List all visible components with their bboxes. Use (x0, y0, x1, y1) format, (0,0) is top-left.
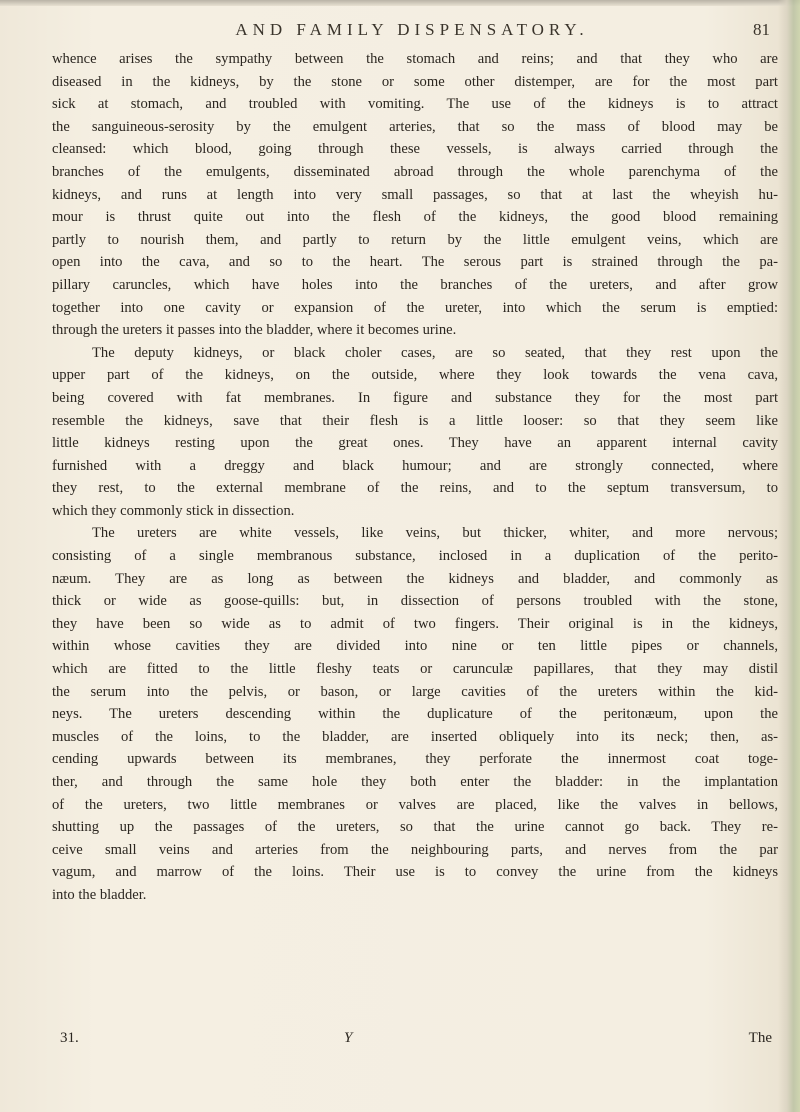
text-line: shutting up the passages of the ureters, so that the urine cannot go back. They re- (52, 819, 778, 836)
page-footer (52, 1030, 778, 1054)
top-edge-shadow (0, 0, 800, 6)
text-line: næum. They are as long as between the kidneys and bladder, and commonly as (52, 570, 778, 587)
page-fore-edge (778, 0, 800, 1112)
text-line: The ureters are white vessels, like veins, but thicker, whiter, and more nervous; (92, 525, 778, 542)
text-line: thick or wide as goose-quills: but, in dissection of persons troubled with the stone, (52, 593, 778, 610)
page-number: 81 (753, 20, 770, 39)
text-line: neys. The ureters descending within the duplicature of the peritonæum, upon the (52, 706, 778, 723)
text-line: the serum into the pelvis, or bason, or large cavities of the ureters within the kid- (52, 683, 778, 700)
text-line: ther, and through the same hole they both enter the bladder: in the implantation (52, 774, 778, 790)
text-line: through the ureters it passes into the bladder, where it becomes urine. (52, 322, 457, 339)
text-line: partly to nourish them, and partly to return by the little emulgent veins, which are (52, 231, 778, 248)
text-line: The deputy kidneys, or black choler cases, are so seated, that they rest upon the (92, 344, 778, 361)
folio-number: 31. (60, 1030, 79, 1046)
text-line: kidneys, and runs at length into very small passages, so that at last the wheyish hu- (52, 186, 778, 203)
text-line: being covered with fat membranes. In figure and substance they for the most part (52, 389, 778, 406)
text-line: pillary caruncles, which have holes into the branches of the ureters, and after grow (52, 276, 778, 293)
body-text (52, 48, 778, 907)
text-line: open into the cava, and so to the heart. The serous part is strained through the pa- (52, 254, 778, 271)
text-line: branches of the emulgents, disseminated abroad through the whole parenchyma of the (52, 163, 778, 180)
text-line: within whose cavities they are divided into nine or ten little pipes or channels, (52, 638, 778, 655)
text-line: mour is thrust quite out into the flesh of the kidneys, the good blood remaining (52, 209, 778, 226)
text-line: which are fitted to the little fleshy teats or carunculæ papillares, that they may distil (52, 661, 778, 678)
text-line: of the ureters, two little membranes or valves are placed, like the valves in bellows, (52, 796, 778, 813)
page-header (52, 20, 778, 46)
text-line: consisting of a single membranous substance, inclosed in a duplication of the perito- (52, 548, 778, 565)
text-line: into the bladder. (52, 886, 147, 903)
text-line: furnished with a dreggy and black humour; and are strongly connected, where (52, 457, 778, 474)
text-line: they rest, to the external membrane of the reins, and to the septum transversum, to (52, 480, 778, 497)
text-line: whence arises the sympathy between the stomach and reins; and that they who are (52, 51, 778, 67)
text-line: upper part of the kidneys, on the outside, where they look towards the vena cava, (52, 367, 778, 384)
text-line: cending upwards between its membranes, they perforate the innermost coat toge- (52, 751, 778, 768)
text-line: resemble the kidneys, save that their flesh is a little looser: so that they seem like (52, 412, 778, 429)
running-head: AND FAMILY DISPENSATORY. (235, 20, 589, 39)
signature-mark: Y (344, 1030, 353, 1046)
text-line: ceive small veins and arteries from the neighbouring parts, and nerves from the par (52, 841, 778, 858)
text-line: which they commonly stick in dissection. (52, 502, 295, 519)
text-line: they have been so wide as to admit of two fingers. Their original is in the kidneys, (52, 615, 778, 632)
catchword: The (748, 1030, 772, 1046)
text-line: the sanguineous-serosity by the emulgent arteries, that so the mass of blood may be (52, 118, 778, 135)
text-line: little kidneys resting upon the great ones. They have an apparent internal cavity (52, 435, 778, 452)
text-line: together into one cavity or expansion of the ureter, into which the serum is emptied: (52, 299, 778, 316)
text-line: vagum, and marrow of the loins. Their use is to convey the urine from the kidneys (52, 864, 778, 881)
text-line: diseased in the kidneys, by the stone or some other distemper, are for the most part (52, 73, 778, 90)
text-line: cleansed: which blood, going through these vessels, is always carried through the (52, 141, 778, 158)
text-line: muscles of the loins, to the bladder, are inserted obliquely into its neck; then, as- (52, 728, 778, 745)
text-line: sick at stomach, and troubled with vomiting. The use of the kidneys is to attract (52, 96, 778, 113)
